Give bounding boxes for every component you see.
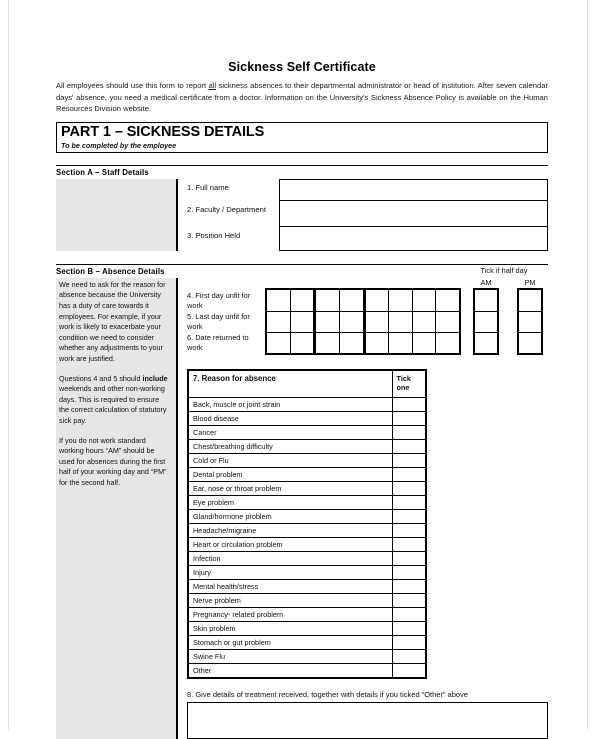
date-entry-grid bbox=[265, 288, 461, 355]
date-cell[interactable] bbox=[313, 312, 339, 332]
section-a-heading: Section A – Staff Details bbox=[56, 167, 149, 177]
full-name-input[interactable] bbox=[279, 179, 548, 201]
question-8-label: 8. Give details of treatment received, together with details if you ticked “Other” above bbox=[187, 689, 468, 699]
position-held-input[interactable] bbox=[279, 227, 548, 251]
date-grid-row-date-returned bbox=[267, 332, 459, 353]
date-cell[interactable] bbox=[290, 290, 314, 311]
half-day-am-checkbox[interactable] bbox=[475, 290, 497, 311]
question-8-textarea[interactable] bbox=[187, 702, 548, 739]
reason-label: Swine Flu bbox=[188, 649, 392, 663]
date-cell[interactable] bbox=[363, 312, 389, 332]
reason-tick-checkbox[interactable] bbox=[392, 411, 426, 425]
date-cell[interactable] bbox=[313, 290, 339, 311]
reason-table-row bbox=[188, 565, 426, 579]
date-cell[interactable] bbox=[313, 333, 339, 353]
reason-label: Blood disease bbox=[188, 411, 392, 425]
reason-table-row bbox=[188, 607, 426, 621]
intro-text-part2: sickness absences to their departmental administrator or head of institution. After seven calendar days' absence, you need a medical certificate from a doctor. Information on the University's Sickness Absence Policy is available on the Human Resources Division website. bbox=[56, 81, 548, 114]
reason-table-row bbox=[188, 397, 426, 411]
reason-label: Infection bbox=[188, 551, 392, 565]
reason-table-row bbox=[188, 453, 426, 467]
date-cell[interactable] bbox=[267, 290, 290, 311]
reason-tick-checkbox[interactable] bbox=[392, 509, 426, 523]
date-grid-row-first-day bbox=[267, 290, 459, 311]
absence-dates-block bbox=[187, 265, 548, 355]
half-day-am-boxes bbox=[473, 288, 499, 355]
last-day-unfit-label: 5. Last day unfit for work bbox=[187, 311, 250, 332]
reason-table-row bbox=[188, 439, 426, 453]
reason-tick-checkbox[interactable] bbox=[392, 523, 426, 537]
guidance-paragraph-1: We need to ask for the reason for absence because the University has a duty of care towards it employees. For example, if your work is likely to exacerbate your condition we need to consider whether any adjustments to your work are justified. bbox=[59, 279, 166, 363]
reason-table-row bbox=[188, 509, 426, 523]
question-8-block bbox=[187, 690, 548, 739]
section-a-rule bbox=[56, 165, 548, 166]
reason-tick-checkbox[interactable] bbox=[392, 537, 426, 551]
reason-table-row bbox=[188, 579, 426, 593]
reason-label: Cancer bbox=[188, 425, 392, 439]
intro-text-part1: All employees should use this form to report bbox=[56, 81, 209, 90]
half-day-block bbox=[461, 265, 548, 355]
date-cell[interactable] bbox=[339, 333, 363, 353]
reason-tick-checkbox[interactable] bbox=[392, 439, 426, 453]
reason-tick-checkbox[interactable] bbox=[392, 565, 426, 579]
reason-table-row bbox=[188, 411, 426, 425]
date-cell[interactable] bbox=[267, 333, 290, 353]
half-day-pm-checkbox[interactable] bbox=[519, 311, 541, 332]
reason-tick-checkbox[interactable] bbox=[392, 495, 426, 509]
section-a-gray-panel bbox=[56, 179, 178, 251]
half-day-column-pm bbox=[517, 278, 543, 355]
date-cell[interactable] bbox=[290, 333, 314, 353]
date-cell[interactable] bbox=[412, 333, 436, 353]
field-row-position-held bbox=[187, 227, 548, 251]
date-cell[interactable] bbox=[267, 312, 290, 332]
field-row-faculty-department bbox=[187, 201, 548, 227]
section-b-guidance-panel bbox=[56, 278, 178, 739]
reason-for-absence-table bbox=[187, 369, 427, 679]
guidance-paragraph-3: If you do not work standard working hours “AM” should be used for absences during the first half of your working day and “PM” for the second half. bbox=[59, 435, 167, 487]
reason-tick-checkbox[interactable] bbox=[392, 621, 426, 635]
reason-label: Other bbox=[188, 663, 392, 678]
reason-table-row bbox=[188, 663, 426, 678]
reason-table-row bbox=[188, 537, 426, 551]
reason-table-row bbox=[188, 481, 426, 495]
reason-label: Injury bbox=[188, 565, 392, 579]
intro-paragraph bbox=[56, 80, 548, 115]
reason-label: Headache/migraine bbox=[188, 523, 392, 537]
reason-table-row bbox=[188, 467, 426, 481]
date-cell[interactable] bbox=[435, 333, 459, 353]
half-day-am-label: AM bbox=[480, 277, 492, 287]
reason-table-header-row bbox=[188, 370, 426, 398]
reason-table-row bbox=[188, 635, 426, 649]
first-day-unfit-label: 4. First day unfit for work bbox=[187, 290, 251, 311]
form-sheet bbox=[56, 60, 548, 739]
half-day-column-am bbox=[473, 278, 499, 355]
faculty-department-input[interactable] bbox=[279, 201, 548, 227]
reason-table-row bbox=[188, 621, 426, 635]
half-day-pm-checkbox[interactable] bbox=[519, 290, 541, 311]
document-page bbox=[8, 0, 588, 730]
position-held-label: 3. Position Held bbox=[187, 230, 241, 240]
reason-label: Back, muscle or joint strain bbox=[188, 397, 392, 411]
date-row-labels bbox=[187, 291, 265, 355]
reason-table-row bbox=[188, 551, 426, 565]
reason-label: Pregnancy- related problem bbox=[188, 607, 392, 621]
date-cell[interactable] bbox=[435, 290, 459, 311]
intro-underlined-word: all bbox=[208, 81, 217, 90]
reason-table-row bbox=[188, 495, 426, 509]
section-b-heading: Section B – Absence Details bbox=[56, 266, 165, 276]
reason-table-row bbox=[188, 593, 426, 607]
reason-label: Nerve problem bbox=[188, 593, 392, 607]
date-cell[interactable] bbox=[435, 312, 459, 332]
reason-tick-checkbox[interactable] bbox=[392, 593, 426, 607]
reason-tick-checkbox[interactable] bbox=[392, 397, 426, 411]
reason-table-row bbox=[188, 523, 426, 537]
page-title: Sickness Self Certificate bbox=[228, 60, 376, 74]
date-cell[interactable] bbox=[363, 290, 389, 311]
section-a-body bbox=[56, 179, 548, 251]
reason-table-row bbox=[188, 425, 426, 439]
reason-tick-checkbox[interactable] bbox=[392, 551, 426, 565]
reason-tick-checkbox[interactable] bbox=[392, 607, 426, 621]
half-day-am-checkbox[interactable] bbox=[475, 332, 497, 353]
reason-tick-checkbox[interactable] bbox=[392, 635, 426, 649]
reason-tick-checkbox[interactable] bbox=[392, 481, 426, 495]
reason-label: Eye problem bbox=[188, 495, 392, 509]
reason-table-row bbox=[188, 649, 426, 663]
reason-tick-checkbox[interactable] bbox=[392, 663, 426, 678]
reason-label: Dental problem bbox=[188, 467, 392, 481]
reason-label: Cold or Flu bbox=[188, 453, 392, 467]
date-returned-label: 6. Date returned to work bbox=[187, 332, 249, 353]
reason-label: Skin problem bbox=[188, 621, 392, 635]
reason-tick-checkbox[interactable] bbox=[392, 579, 426, 593]
part1-title: PART 1 – SICKNESS DETAILS bbox=[61, 123, 265, 140]
date-cell[interactable] bbox=[412, 290, 436, 311]
reason-tick-checkbox[interactable] bbox=[392, 649, 426, 663]
reason-label: Mental health/stress bbox=[188, 579, 392, 593]
reason-label: Stomach or gut problem bbox=[188, 635, 392, 649]
reason-tick-checkbox[interactable] bbox=[392, 453, 426, 467]
reason-label: Ear, nose or throat problem bbox=[188, 481, 392, 495]
section-b-main bbox=[178, 265, 548, 739]
reason-tick-checkbox[interactable] bbox=[392, 425, 426, 439]
full-name-label: 1. Full name bbox=[187, 182, 229, 192]
section-b-rule bbox=[56, 264, 548, 265]
faculty-department-label: 2. Faculty / Department bbox=[187, 204, 266, 214]
reason-table-tick-header: Tick one bbox=[392, 370, 426, 398]
half-day-am-checkbox[interactable] bbox=[475, 311, 497, 332]
date-cell[interactable] bbox=[339, 290, 363, 311]
reason-label: Heart or circulation problem bbox=[188, 537, 392, 551]
half-day-pm-checkbox[interactable] bbox=[519, 332, 541, 353]
field-row-full-name bbox=[187, 179, 548, 201]
date-cell[interactable] bbox=[412, 312, 436, 332]
date-cell[interactable] bbox=[388, 312, 412, 332]
guidance-bold-include: include bbox=[142, 373, 168, 383]
half-day-pm-boxes bbox=[517, 288, 543, 355]
reason-table-header: 7. Reason for absence bbox=[188, 370, 392, 398]
reason-tick-checkbox[interactable] bbox=[392, 467, 426, 481]
part1-subtitle: To be completed by the employee bbox=[61, 140, 177, 150]
date-cell[interactable] bbox=[290, 312, 314, 332]
reason-label: Gland/hormone problem bbox=[188, 509, 392, 523]
date-cell[interactable] bbox=[388, 290, 412, 311]
reason-label: Chest/breathing difficulty bbox=[188, 439, 392, 453]
date-cell[interactable] bbox=[339, 312, 363, 332]
section-a-fields bbox=[178, 179, 548, 251]
date-cell[interactable] bbox=[363, 333, 389, 353]
guidance-paragraph-2: Questions 4 and 5 should include weekends and other non-working days. This is required to ensure the correct calculation of statutory sick pay. bbox=[59, 373, 168, 425]
date-grid-row-last-day bbox=[267, 311, 459, 332]
part1-banner bbox=[56, 122, 548, 153]
date-cell[interactable] bbox=[388, 333, 412, 353]
half-day-title: Tick if half day bbox=[480, 265, 528, 275]
half-day-pm-label: PM bbox=[524, 277, 536, 287]
